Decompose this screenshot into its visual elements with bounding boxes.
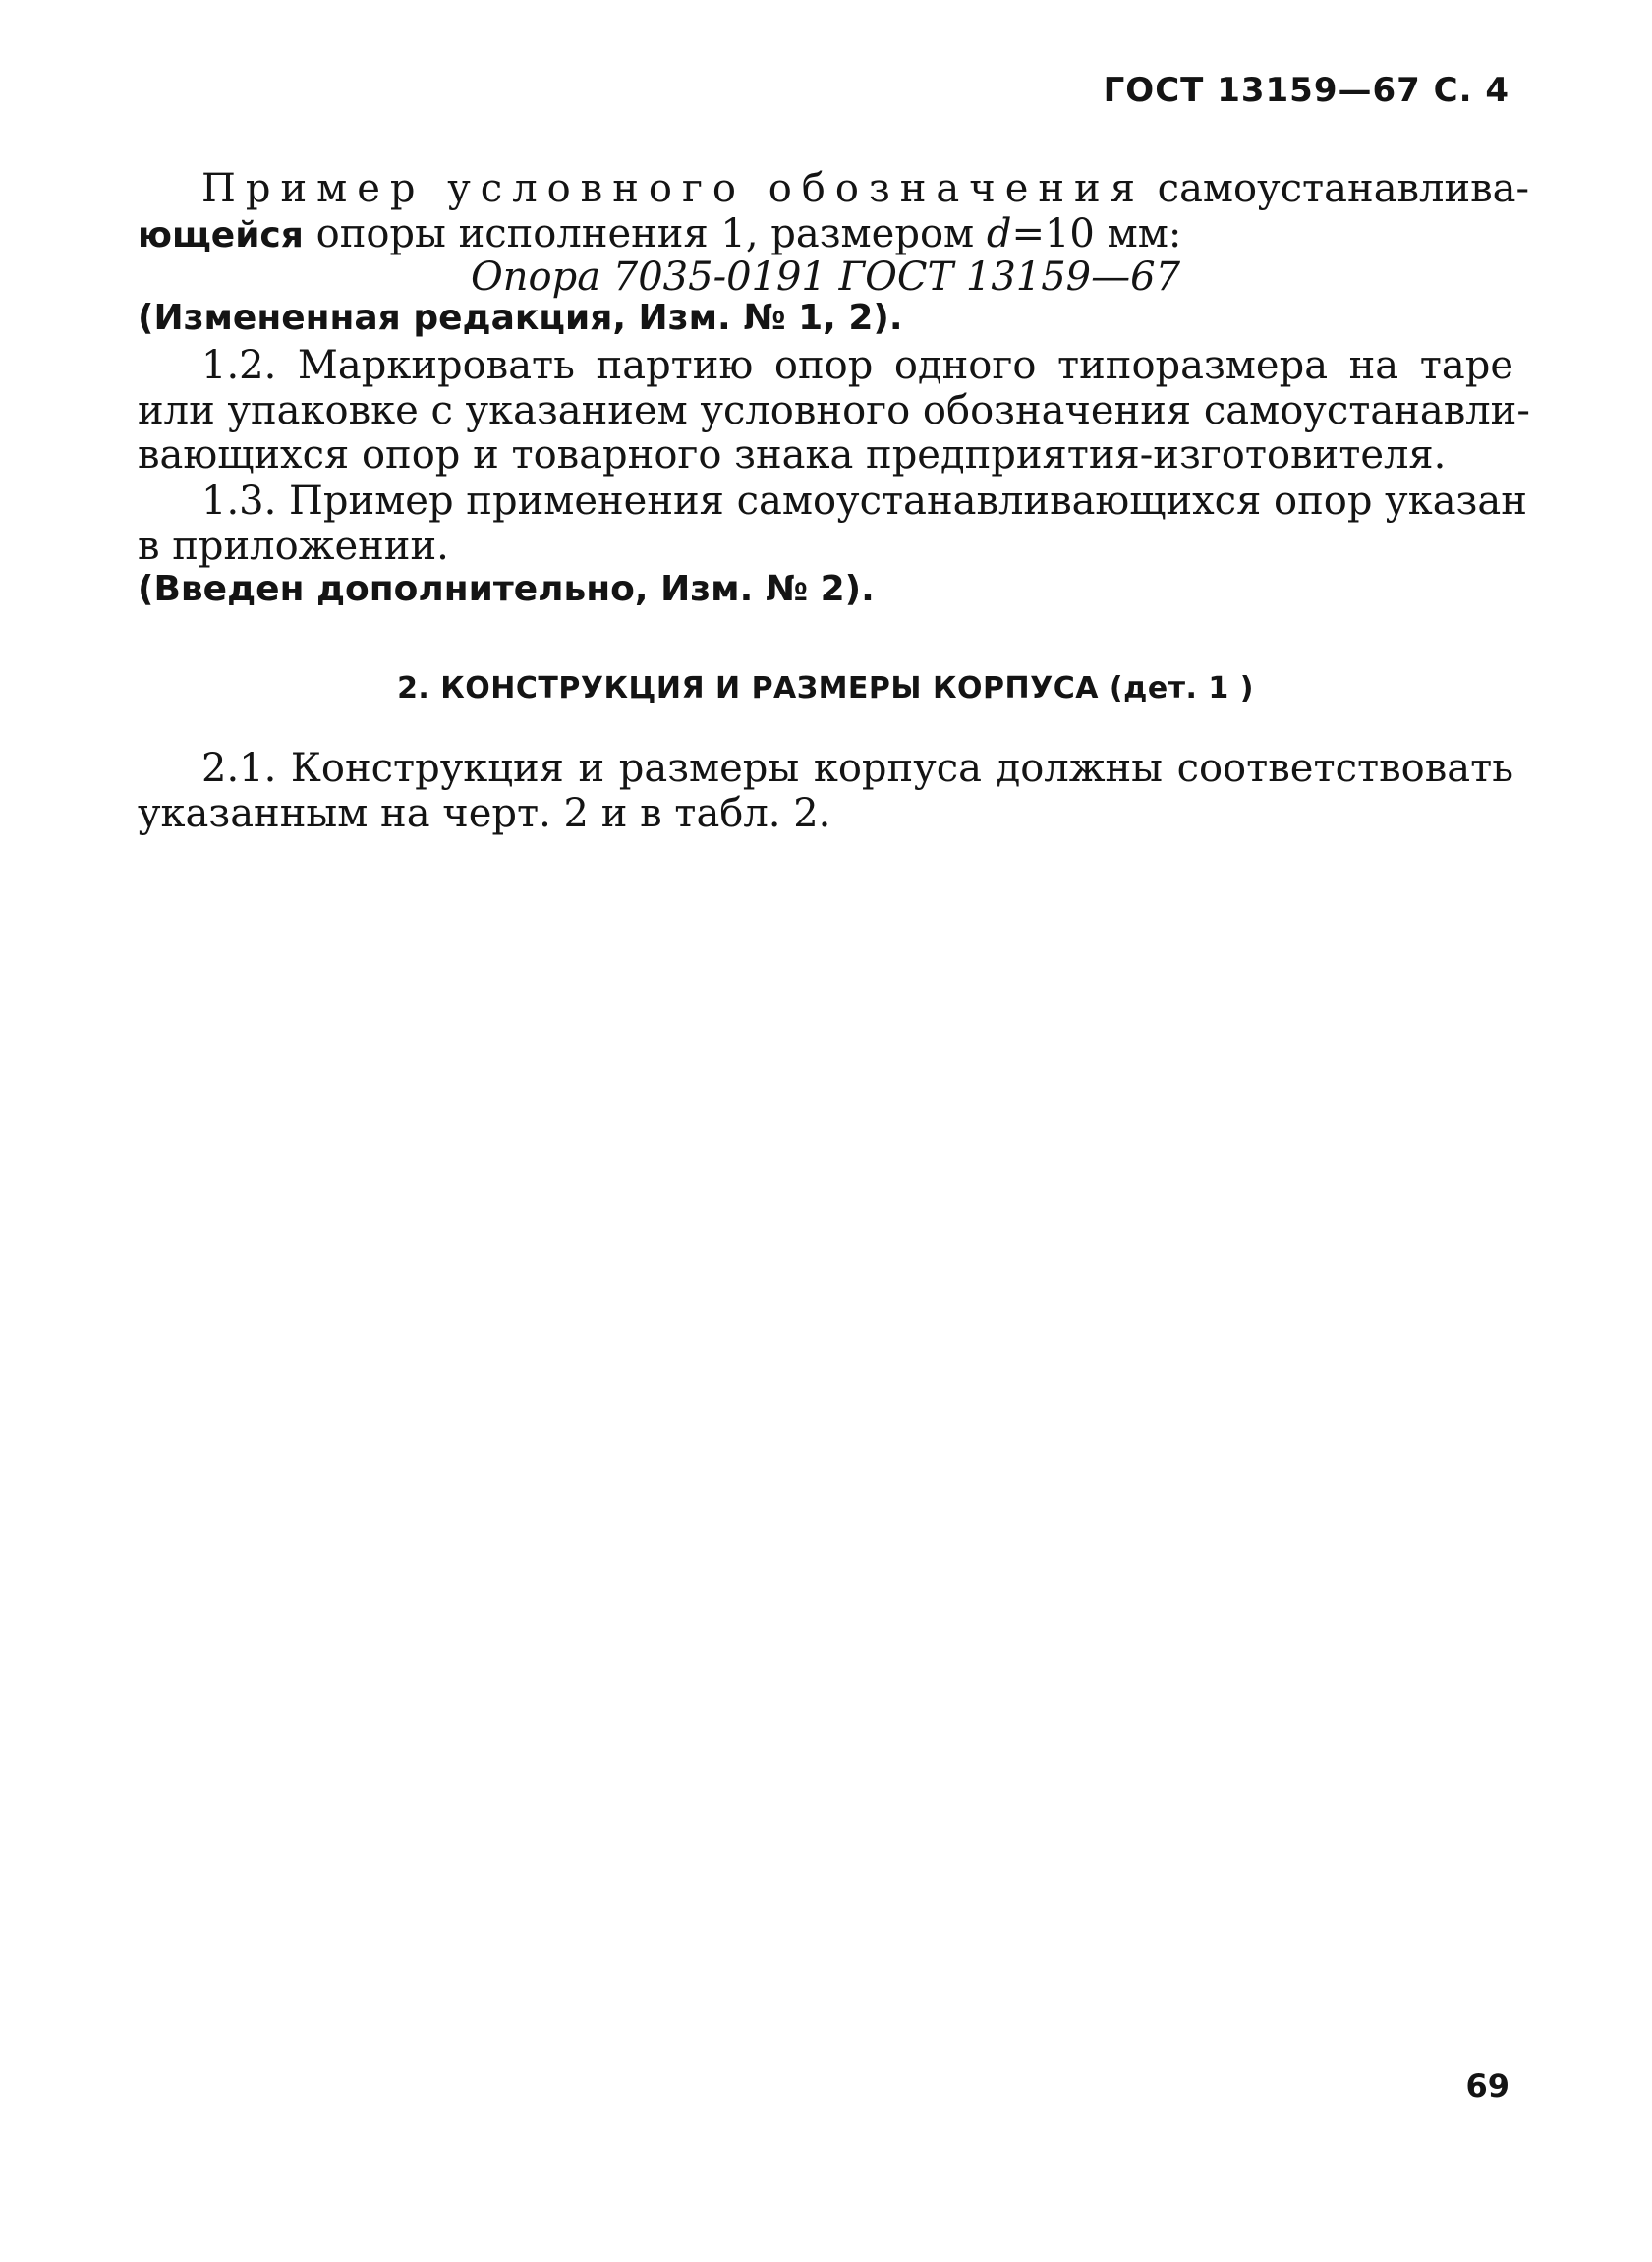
example-line-1 — [201, 166, 1530, 211]
example-variable-d: d — [986, 211, 1012, 256]
clause-2-1-line-1: 2.1. Конструкция и размеры корпуса должны соответствовать — [201, 746, 1513, 791]
example-lead-text: Пример условного обозначения — [201, 166, 1145, 211]
example-line-2-text: опоры исполнения 1, размером — [303, 211, 987, 256]
page-number: 69 — [1465, 2067, 1510, 2105]
clause-1-2-line-1: 1.2. Маркировать партию опор одного типоразмера на таре — [201, 343, 1513, 388]
clause-2-1-line-2: указанным на черт. 2 и в табл. 2. — [138, 791, 831, 836]
amendment-note-2: (Введен дополнительно, Изм. № 2). — [138, 569, 875, 609]
example-bold-word: ющейся — [138, 215, 304, 255]
example-designation: Опора 7035-0191 ГОСТ 13159—67 — [470, 254, 1181, 300]
clause-1-3-line-2: в приложении. — [138, 524, 449, 569]
clause-1-2-line-2: или упаковке с указанием условного обозначения самоустанавли- — [138, 388, 1530, 433]
amendment-note-1: (Измененная редакция, Изм. № 1, 2). — [138, 298, 903, 338]
clause-1-2-line-3: вающихся опор и товарного знака предприятия-изготовителя. — [138, 432, 1447, 478]
example-line-2-end: =10 мм: — [1011, 211, 1182, 256]
example-line-2 — [138, 211, 1513, 256]
example-tail-text: самоустанавлива- — [1157, 166, 1530, 211]
section-2-title: 2. КОНСТРУКЦИЯ И РАЗМЕРЫ КОРПУСА (дет. 1 ) — [397, 671, 1254, 706]
page-header: ГОСТ 13159—67 С. 4 — [1103, 71, 1510, 110]
clause-1-3-line-1: 1.3. Пример применения самоустанавливающихся опор указан — [201, 479, 1527, 524]
